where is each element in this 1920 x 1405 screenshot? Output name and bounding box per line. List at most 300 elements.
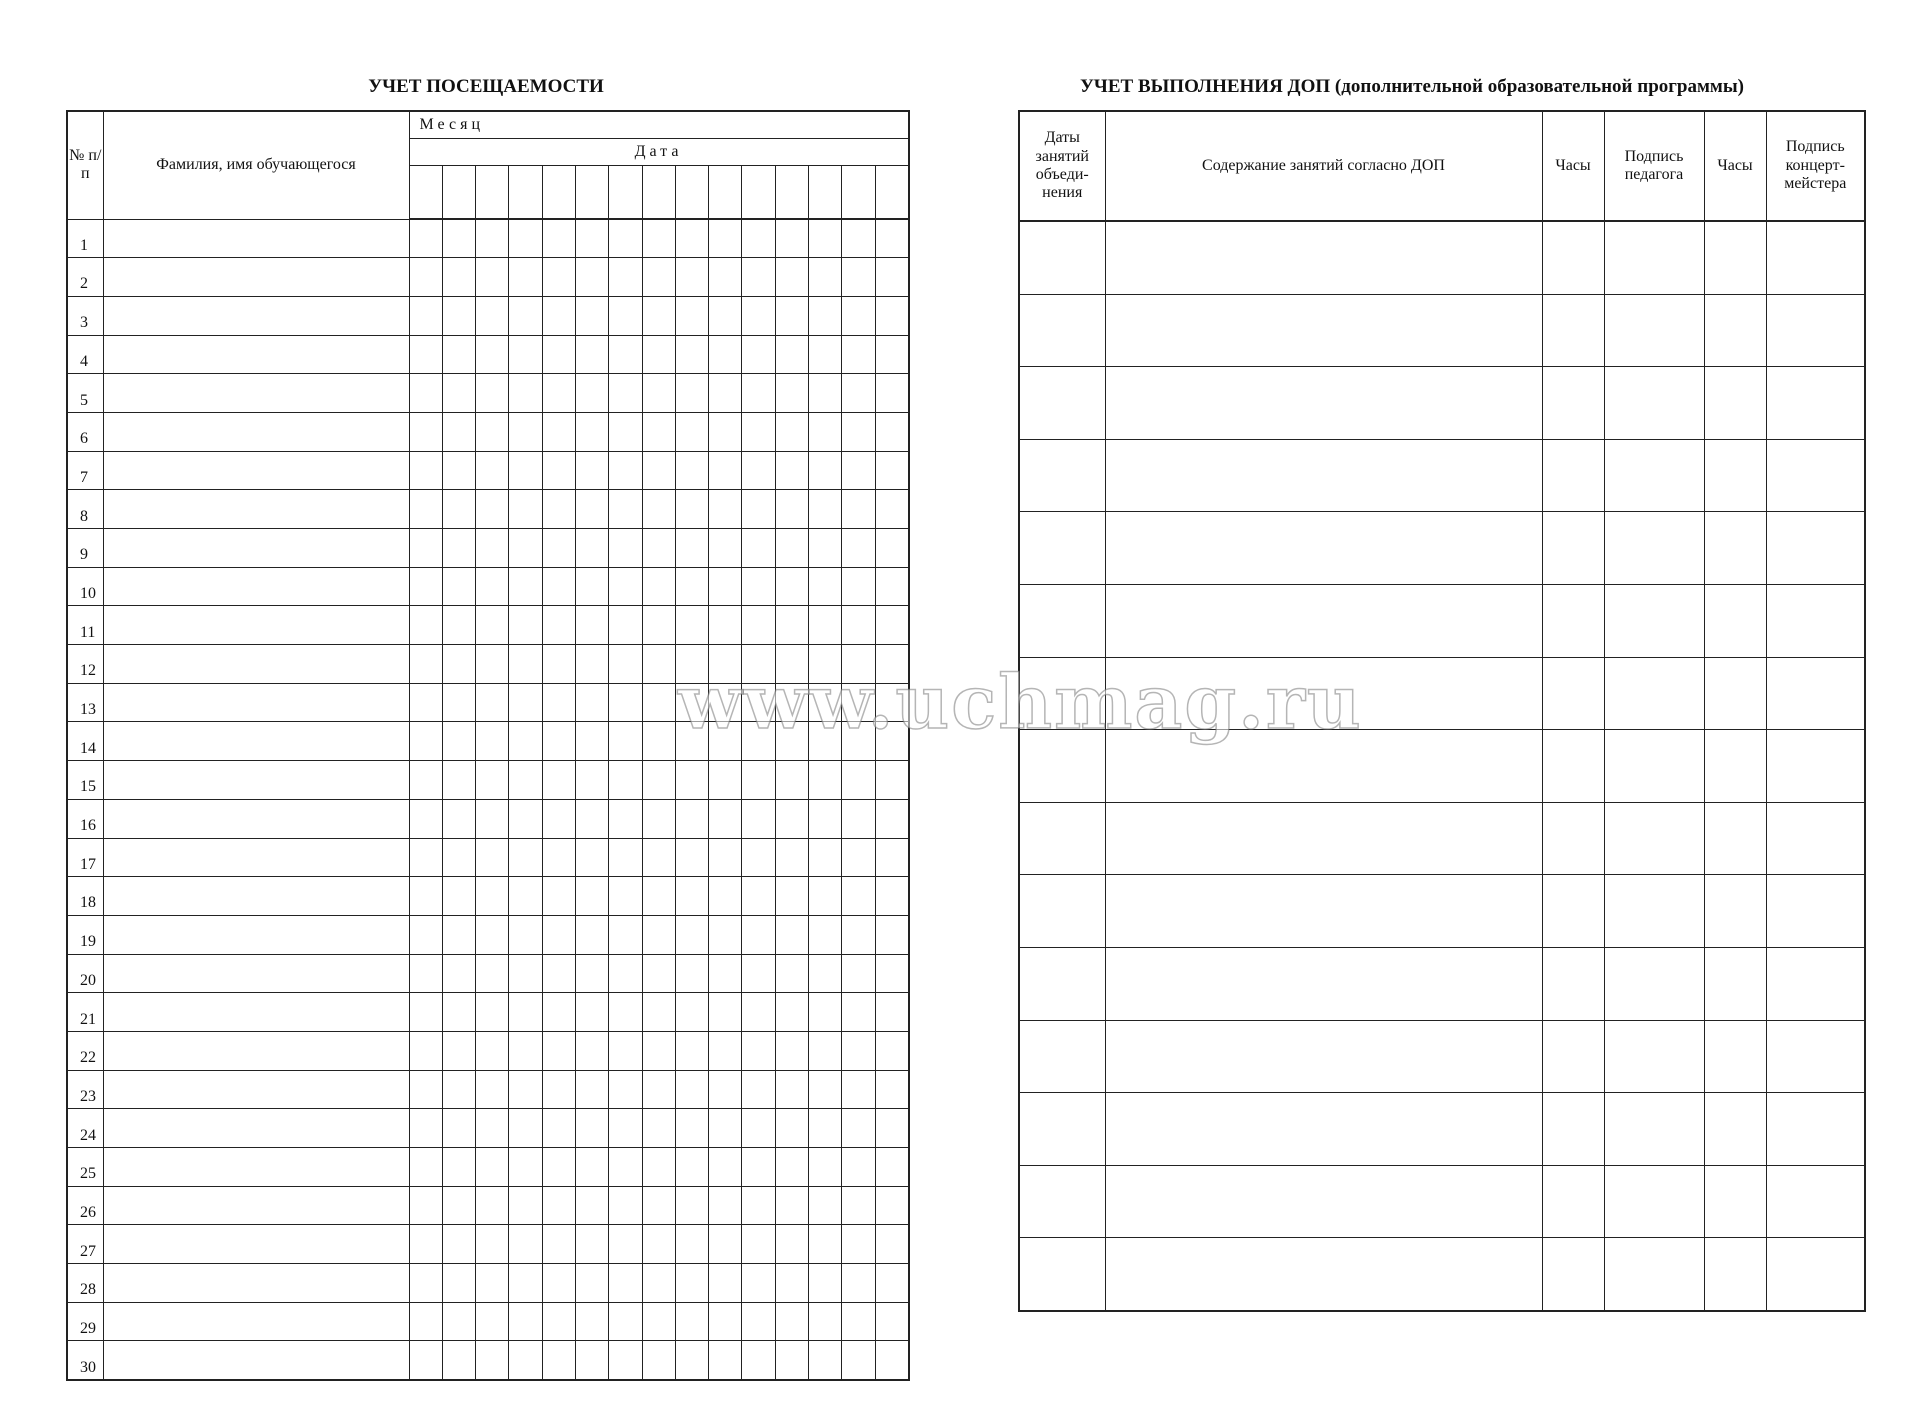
hours-cell[interactable] — [1542, 221, 1604, 294]
content-cell[interactable] — [1105, 367, 1542, 440]
attendance-cell[interactable] — [575, 258, 608, 297]
attendance-cell[interactable] — [875, 1186, 908, 1225]
attendance-cell[interactable] — [509, 258, 542, 297]
attendance-cell[interactable] — [609, 490, 642, 529]
attendance-cell[interactable] — [442, 645, 475, 684]
attendance-cell[interactable] — [675, 1264, 708, 1303]
content-cell[interactable] — [1105, 947, 1542, 1020]
attendance-cell[interactable] — [476, 761, 509, 800]
attendance-cell[interactable] — [742, 1264, 775, 1303]
date-cell[interactable] — [1019, 947, 1105, 1020]
attendance-cell[interactable] — [675, 1186, 708, 1225]
attendance-cell[interactable] — [575, 374, 608, 413]
accompanist-signature-cell[interactable] — [1766, 512, 1865, 585]
teacher-signature-cell[interactable] — [1604, 875, 1704, 948]
content-cell[interactable] — [1105, 512, 1542, 585]
attendance-cell[interactable] — [709, 1225, 742, 1264]
attendance-cell[interactable] — [709, 1031, 742, 1070]
teacher-signature-cell[interactable] — [1604, 657, 1704, 730]
attendance-cell[interactable] — [809, 1225, 842, 1264]
attendance-cell[interactable] — [775, 683, 808, 722]
attendance-cell[interactable] — [442, 219, 475, 258]
attendance-cell[interactable] — [542, 374, 575, 413]
attendance-cell[interactable] — [476, 1302, 509, 1341]
attendance-cell[interactable] — [509, 877, 542, 916]
teacher-signature-cell[interactable] — [1604, 730, 1704, 803]
attendance-cell[interactable] — [442, 606, 475, 645]
attendance-cell[interactable] — [742, 1341, 775, 1380]
attendance-cell[interactable] — [709, 1302, 742, 1341]
content-cell[interactable] — [1105, 730, 1542, 803]
attendance-cell[interactable] — [542, 451, 575, 490]
attendance-cell[interactable] — [675, 219, 708, 258]
attendance-cell[interactable] — [476, 993, 509, 1032]
date-cell[interactable] — [1019, 367, 1105, 440]
student-name-cell[interactable] — [103, 219, 409, 258]
student-name-cell[interactable] — [103, 335, 409, 374]
attendance-cell[interactable] — [775, 993, 808, 1032]
attendance-cell[interactable] — [442, 490, 475, 529]
attendance-cell[interactable] — [476, 1148, 509, 1187]
attendance-cell[interactable] — [609, 374, 642, 413]
attendance-cell[interactable] — [542, 722, 575, 761]
date-cell[interactable] — [442, 166, 475, 220]
attendance-cell[interactable] — [675, 451, 708, 490]
date-cell[interactable] — [1019, 1238, 1105, 1311]
attendance-cell[interactable] — [709, 606, 742, 645]
attendance-cell[interactable] — [675, 374, 708, 413]
attendance-cell[interactable] — [709, 915, 742, 954]
attendance-cell[interactable] — [542, 1264, 575, 1303]
attendance-cell[interactable] — [842, 1148, 875, 1187]
attendance-cell[interactable] — [542, 1070, 575, 1109]
attendance-cell[interactable] — [809, 722, 842, 761]
attendance-cell[interactable] — [509, 1109, 542, 1148]
attendance-cell[interactable] — [476, 722, 509, 761]
student-name-cell[interactable] — [103, 954, 409, 993]
date-cell[interactable] — [1019, 1020, 1105, 1093]
attendance-cell[interactable] — [642, 296, 675, 335]
attendance-cell[interactable] — [409, 219, 442, 258]
attendance-cell[interactable] — [442, 374, 475, 413]
date-cell[interactable] — [709, 166, 742, 220]
attendance-cell[interactable] — [875, 335, 908, 374]
hours2-cell[interactable] — [1704, 512, 1766, 585]
attendance-cell[interactable] — [442, 1186, 475, 1225]
attendance-cell[interactable] — [875, 374, 908, 413]
attendance-cell[interactable] — [575, 645, 608, 684]
attendance-cell[interactable] — [809, 374, 842, 413]
attendance-cell[interactable] — [476, 335, 509, 374]
accompanist-signature-cell[interactable] — [1766, 730, 1865, 803]
attendance-cell[interactable] — [675, 490, 708, 529]
date-cell[interactable] — [1019, 294, 1105, 367]
date-cell[interactable] — [476, 166, 509, 220]
attendance-cell[interactable] — [742, 1148, 775, 1187]
attendance-cell[interactable] — [775, 529, 808, 568]
hours-cell[interactable] — [1542, 1093, 1604, 1166]
attendance-cell[interactable] — [476, 1225, 509, 1264]
attendance-cell[interactable] — [842, 296, 875, 335]
date-cell[interactable] — [1019, 657, 1105, 730]
attendance-cell[interactable] — [509, 722, 542, 761]
attendance-cell[interactable] — [442, 1070, 475, 1109]
attendance-cell[interactable] — [542, 645, 575, 684]
attendance-cell[interactable] — [575, 1031, 608, 1070]
attendance-cell[interactable] — [775, 1031, 808, 1070]
attendance-cell[interactable] — [742, 877, 775, 916]
attendance-cell[interactable] — [809, 877, 842, 916]
attendance-cell[interactable] — [709, 683, 742, 722]
attendance-cell[interactable] — [542, 799, 575, 838]
attendance-cell[interactable] — [875, 838, 908, 877]
attendance-cell[interactable] — [409, 838, 442, 877]
attendance-cell[interactable] — [442, 296, 475, 335]
attendance-cell[interactable] — [476, 374, 509, 413]
attendance-cell[interactable] — [642, 258, 675, 297]
attendance-cell[interactable] — [775, 374, 808, 413]
attendance-cell[interactable] — [842, 490, 875, 529]
attendance-cell[interactable] — [509, 451, 542, 490]
attendance-cell[interactable] — [742, 1225, 775, 1264]
hours2-cell[interactable] — [1704, 1165, 1766, 1238]
attendance-cell[interactable] — [709, 1186, 742, 1225]
attendance-cell[interactable] — [675, 529, 708, 568]
attendance-cell[interactable] — [409, 1225, 442, 1264]
attendance-cell[interactable] — [875, 1264, 908, 1303]
attendance-cell[interactable] — [575, 915, 608, 954]
attendance-cell[interactable] — [775, 490, 808, 529]
attendance-cell[interactable] — [875, 606, 908, 645]
attendance-cell[interactable] — [742, 993, 775, 1032]
attendance-cell[interactable] — [809, 529, 842, 568]
content-cell[interactable] — [1105, 1165, 1542, 1238]
teacher-signature-cell[interactable] — [1604, 1165, 1704, 1238]
accompanist-signature-cell[interactable] — [1766, 947, 1865, 1020]
student-name-cell[interactable] — [103, 645, 409, 684]
hours-cell[interactable] — [1542, 512, 1604, 585]
date-cell[interactable] — [1019, 802, 1105, 875]
attendance-cell[interactable] — [409, 451, 442, 490]
attendance-cell[interactable] — [409, 761, 442, 800]
attendance-cell[interactable] — [409, 1031, 442, 1070]
accompanist-signature-cell[interactable] — [1766, 367, 1865, 440]
attendance-cell[interactable] — [575, 1264, 608, 1303]
student-name-cell[interactable] — [103, 412, 409, 451]
attendance-cell[interactable] — [709, 1070, 742, 1109]
content-cell[interactable] — [1105, 584, 1542, 657]
attendance-cell[interactable] — [642, 1264, 675, 1303]
attendance-cell[interactable] — [675, 954, 708, 993]
attendance-cell[interactable] — [409, 529, 442, 568]
attendance-cell[interactable] — [509, 335, 542, 374]
attendance-cell[interactable] — [509, 1070, 542, 1109]
attendance-cell[interactable] — [775, 1225, 808, 1264]
attendance-cell[interactable] — [742, 838, 775, 877]
attendance-cell[interactable] — [542, 683, 575, 722]
attendance-cell[interactable] — [409, 1070, 442, 1109]
attendance-cell[interactable] — [875, 1031, 908, 1070]
date-cell[interactable] — [1019, 584, 1105, 657]
attendance-cell[interactable] — [575, 1341, 608, 1380]
attendance-cell[interactable] — [842, 1109, 875, 1148]
content-cell[interactable] — [1105, 221, 1542, 294]
attendance-cell[interactable] — [575, 1302, 608, 1341]
hours2-cell[interactable] — [1704, 802, 1766, 875]
date-cell[interactable] — [1019, 730, 1105, 803]
student-name-cell[interactable] — [103, 1148, 409, 1187]
attendance-cell[interactable] — [875, 1148, 908, 1187]
attendance-cell[interactable] — [476, 683, 509, 722]
attendance-cell[interactable] — [809, 761, 842, 800]
attendance-cell[interactable] — [476, 1264, 509, 1303]
content-cell[interactable] — [1105, 802, 1542, 875]
attendance-cell[interactable] — [542, 529, 575, 568]
attendance-cell[interactable] — [809, 296, 842, 335]
hours-cell[interactable] — [1542, 875, 1604, 948]
attendance-cell[interactable] — [575, 412, 608, 451]
attendance-cell[interactable] — [609, 1264, 642, 1303]
attendance-cell[interactable] — [842, 722, 875, 761]
date-cell[interactable] — [742, 166, 775, 220]
attendance-cell[interactable] — [575, 761, 608, 800]
attendance-cell[interactable] — [875, 296, 908, 335]
teacher-signature-cell[interactable] — [1604, 802, 1704, 875]
attendance-cell[interactable] — [509, 490, 542, 529]
accompanist-signature-cell[interactable] — [1766, 802, 1865, 875]
attendance-cell[interactable] — [775, 1109, 808, 1148]
hours-cell[interactable] — [1542, 1020, 1604, 1093]
attendance-cell[interactable] — [509, 761, 542, 800]
attendance-cell[interactable] — [409, 722, 442, 761]
attendance-cell[interactable] — [842, 606, 875, 645]
content-cell[interactable] — [1105, 439, 1542, 512]
attendance-cell[interactable] — [842, 799, 875, 838]
attendance-cell[interactable] — [742, 1109, 775, 1148]
attendance-cell[interactable] — [609, 915, 642, 954]
attendance-cell[interactable] — [542, 1109, 575, 1148]
attendance-cell[interactable] — [842, 1264, 875, 1303]
attendance-cell[interactable] — [675, 567, 708, 606]
attendance-cell[interactable] — [675, 799, 708, 838]
attendance-cell[interactable] — [675, 683, 708, 722]
student-name-cell[interactable] — [103, 1302, 409, 1341]
attendance-cell[interactable] — [809, 490, 842, 529]
attendance-cell[interactable] — [542, 567, 575, 606]
attendance-cell[interactable] — [609, 1225, 642, 1264]
hours2-cell[interactable] — [1704, 1020, 1766, 1093]
attendance-cell[interactable] — [609, 761, 642, 800]
attendance-cell[interactable] — [675, 1070, 708, 1109]
attendance-cell[interactable] — [709, 490, 742, 529]
attendance-cell[interactable] — [476, 838, 509, 877]
attendance-cell[interactable] — [575, 296, 608, 335]
attendance-cell[interactable] — [709, 761, 742, 800]
attendance-cell[interactable] — [875, 412, 908, 451]
attendance-cell[interactable] — [609, 993, 642, 1032]
attendance-cell[interactable] — [709, 645, 742, 684]
attendance-cell[interactable] — [609, 296, 642, 335]
attendance-cell[interactable] — [642, 490, 675, 529]
attendance-cell[interactable] — [476, 529, 509, 568]
date-cell[interactable] — [609, 166, 642, 220]
attendance-cell[interactable] — [509, 412, 542, 451]
hours2-cell[interactable] — [1704, 294, 1766, 367]
attendance-cell[interactable] — [642, 799, 675, 838]
attendance-cell[interactable] — [476, 1070, 509, 1109]
attendance-cell[interactable] — [642, 761, 675, 800]
attendance-cell[interactable] — [409, 877, 442, 916]
attendance-cell[interactable] — [609, 1109, 642, 1148]
attendance-cell[interactable] — [742, 490, 775, 529]
attendance-cell[interactable] — [442, 993, 475, 1032]
student-name-cell[interactable] — [103, 1225, 409, 1264]
attendance-cell[interactable] — [442, 1302, 475, 1341]
accompanist-signature-cell[interactable] — [1766, 439, 1865, 512]
attendance-cell[interactable] — [842, 567, 875, 606]
attendance-cell[interactable] — [609, 1070, 642, 1109]
attendance-cell[interactable] — [642, 1341, 675, 1380]
attendance-cell[interactable] — [809, 954, 842, 993]
attendance-cell[interactable] — [642, 412, 675, 451]
attendance-cell[interactable] — [809, 567, 842, 606]
attendance-cell[interactable] — [742, 529, 775, 568]
attendance-cell[interactable] — [409, 296, 442, 335]
attendance-cell[interactable] — [742, 296, 775, 335]
student-name-cell[interactable] — [103, 529, 409, 568]
attendance-cell[interactable] — [409, 799, 442, 838]
hours-cell[interactable] — [1542, 802, 1604, 875]
attendance-cell[interactable] — [409, 490, 442, 529]
attendance-cell[interactable] — [775, 915, 808, 954]
attendance-cell[interactable] — [575, 1186, 608, 1225]
attendance-cell[interactable] — [575, 606, 608, 645]
student-name-cell[interactable] — [103, 258, 409, 297]
attendance-cell[interactable] — [509, 219, 542, 258]
hours2-cell[interactable] — [1704, 584, 1766, 657]
attendance-cell[interactable] — [442, 838, 475, 877]
hours2-cell[interactable] — [1704, 947, 1766, 1020]
attendance-cell[interactable] — [875, 529, 908, 568]
attendance-cell[interactable] — [476, 915, 509, 954]
attendance-cell[interactable] — [842, 645, 875, 684]
teacher-signature-cell[interactable] — [1604, 1093, 1704, 1166]
student-name-cell[interactable] — [103, 1031, 409, 1070]
attendance-cell[interactable] — [709, 529, 742, 568]
date-cell[interactable] — [575, 166, 608, 220]
attendance-cell[interactable] — [575, 490, 608, 529]
attendance-cell[interactable] — [409, 993, 442, 1032]
attendance-cell[interactable] — [609, 1186, 642, 1225]
attendance-cell[interactable] — [809, 683, 842, 722]
attendance-cell[interactable] — [542, 1302, 575, 1341]
student-name-cell[interactable] — [103, 915, 409, 954]
attendance-cell[interactable] — [642, 606, 675, 645]
attendance-cell[interactable] — [842, 374, 875, 413]
attendance-cell[interactable] — [775, 954, 808, 993]
student-name-cell[interactable] — [103, 1264, 409, 1303]
attendance-cell[interactable] — [442, 683, 475, 722]
attendance-cell[interactable] — [809, 915, 842, 954]
attendance-cell[interactable] — [675, 1341, 708, 1380]
attendance-cell[interactable] — [709, 296, 742, 335]
hours2-cell[interactable] — [1704, 730, 1766, 803]
hours-cell[interactable] — [1542, 439, 1604, 512]
hours2-cell[interactable] — [1704, 221, 1766, 294]
attendance-cell[interactable] — [509, 1186, 542, 1225]
attendance-cell[interactable] — [709, 1341, 742, 1380]
attendance-cell[interactable] — [742, 761, 775, 800]
attendance-cell[interactable] — [809, 1070, 842, 1109]
hours-cell[interactable] — [1542, 294, 1604, 367]
date-cell[interactable] — [642, 166, 675, 220]
attendance-cell[interactable] — [476, 451, 509, 490]
student-name-cell[interactable] — [103, 567, 409, 606]
attendance-cell[interactable] — [542, 877, 575, 916]
attendance-cell[interactable] — [442, 335, 475, 374]
attendance-cell[interactable] — [875, 877, 908, 916]
student-name-cell[interactable] — [103, 606, 409, 645]
attendance-cell[interactable] — [642, 722, 675, 761]
attendance-cell[interactable] — [775, 645, 808, 684]
attendance-cell[interactable] — [509, 1148, 542, 1187]
content-cell[interactable] — [1105, 1238, 1542, 1311]
attendance-cell[interactable] — [875, 258, 908, 297]
attendance-cell[interactable] — [709, 722, 742, 761]
attendance-cell[interactable] — [642, 219, 675, 258]
attendance-cell[interactable] — [442, 1341, 475, 1380]
date-cell[interactable] — [809, 166, 842, 220]
attendance-cell[interactable] — [442, 567, 475, 606]
accompanist-signature-cell[interactable] — [1766, 1238, 1865, 1311]
attendance-cell[interactable] — [809, 335, 842, 374]
attendance-cell[interactable] — [409, 1302, 442, 1341]
attendance-cell[interactable] — [875, 451, 908, 490]
attendance-cell[interactable] — [642, 1109, 675, 1148]
student-name-cell[interactable] — [103, 838, 409, 877]
attendance-cell[interactable] — [742, 451, 775, 490]
accompanist-signature-cell[interactable] — [1766, 584, 1865, 657]
teacher-signature-cell[interactable] — [1604, 947, 1704, 1020]
student-name-cell[interactable] — [103, 374, 409, 413]
attendance-cell[interactable] — [542, 490, 575, 529]
attendance-cell[interactable] — [542, 335, 575, 374]
attendance-cell[interactable] — [509, 915, 542, 954]
date-cell[interactable] — [1019, 439, 1105, 512]
attendance-cell[interactable] — [542, 1031, 575, 1070]
attendance-cell[interactable] — [642, 954, 675, 993]
attendance-cell[interactable] — [742, 1031, 775, 1070]
attendance-cell[interactable] — [409, 258, 442, 297]
attendance-cell[interactable] — [542, 1186, 575, 1225]
attendance-cell[interactable] — [809, 1264, 842, 1303]
attendance-cell[interactable] — [709, 335, 742, 374]
attendance-cell[interactable] — [709, 799, 742, 838]
attendance-cell[interactable] — [609, 683, 642, 722]
attendance-cell[interactable] — [742, 645, 775, 684]
attendance-cell[interactable] — [842, 451, 875, 490]
attendance-cell[interactable] — [642, 683, 675, 722]
attendance-cell[interactable] — [476, 412, 509, 451]
attendance-cell[interactable] — [675, 722, 708, 761]
attendance-cell[interactable] — [409, 374, 442, 413]
attendance-cell[interactable] — [476, 1109, 509, 1148]
attendance-cell[interactable] — [842, 1186, 875, 1225]
attendance-cell[interactable] — [442, 877, 475, 916]
attendance-cell[interactable] — [775, 335, 808, 374]
attendance-cell[interactable] — [875, 490, 908, 529]
accompanist-signature-cell[interactable] — [1766, 294, 1865, 367]
